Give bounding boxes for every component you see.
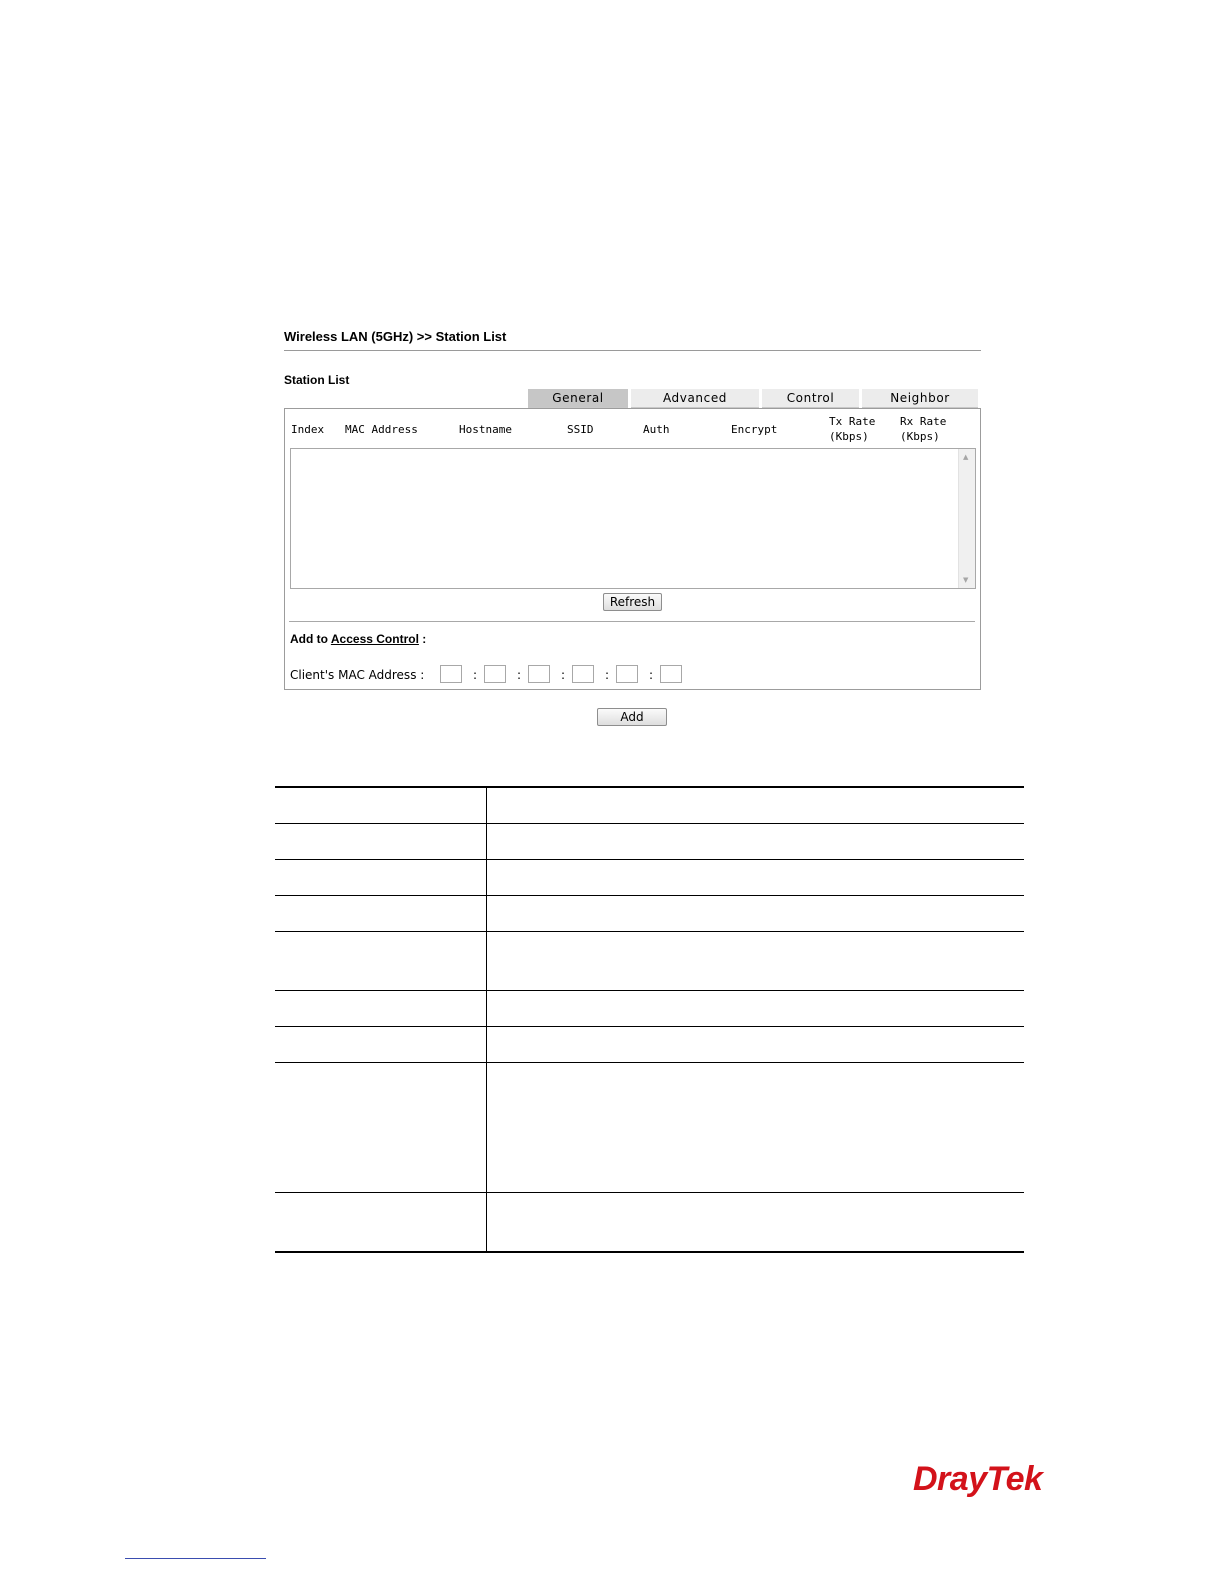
table-row <box>275 895 1024 931</box>
refresh-button[interactable]: Refresh <box>603 593 662 611</box>
column-header-encrypt: Encrypt <box>731 423 778 436</box>
table-row <box>275 859 1024 895</box>
draytek-logo: DrayTek <box>913 1460 1043 1498</box>
mac-octet-1-input[interactable] <box>440 665 462 683</box>
add-to-access-control-label <box>290 632 426 646</box>
column-header-rx-unit: (Kbps) <box>900 430 940 443</box>
column-header-tx-rate: Tx Rate <box>829 415 876 428</box>
title-divider <box>284 350 981 351</box>
column-header-index: Index <box>291 423 325 436</box>
table-row <box>275 1062 1024 1192</box>
description-table <box>275 786 1024 1253</box>
mac-octet-5-input[interactable] <box>616 665 638 683</box>
column-header-mac-address: MAC Address <box>345 423 418 436</box>
add-to-prefix: Add to <box>290 632 328 646</box>
tab-general[interactable]: General <box>528 389 628 408</box>
tab-control[interactable]: Control <box>762 389 859 408</box>
table-row <box>275 1026 1024 1062</box>
mac-separator: : <box>649 668 654 682</box>
add-button[interactable]: Add <box>597 708 667 726</box>
footer-divider <box>125 1558 266 1559</box>
mac-octet-3-input[interactable] <box>528 665 550 683</box>
panel-divider <box>289 621 975 622</box>
mac-separator: : <box>473 668 478 682</box>
table-row <box>275 787 1024 823</box>
station-listbox[interactable] <box>290 448 976 589</box>
client-mac-label: Client's MAC Address : <box>290 668 425 682</box>
tab-neighbor[interactable]: Neighbor <box>862 389 978 408</box>
column-header-tx-unit: (Kbps) <box>829 430 869 443</box>
mac-octet-6-input[interactable] <box>660 665 682 683</box>
add-to-suffix: : <box>422 632 427 646</box>
table-row <box>275 1192 1024 1252</box>
listbox-scrollbar[interactable] <box>958 449 975 588</box>
mac-octet-2-input[interactable] <box>484 665 506 683</box>
table-row <box>275 931 1024 990</box>
column-header-rx-rate: Rx Rate <box>900 415 947 428</box>
column-header-ssid: SSID <box>567 423 594 436</box>
mac-separator: : <box>561 668 566 682</box>
table-row <box>275 823 1024 859</box>
tab-advanced[interactable]: Advanced <box>631 389 759 408</box>
page-breadcrumb: Wireless LAN (5GHz) >> Station List <box>284 329 507 344</box>
mac-octet-4-input[interactable] <box>572 665 594 683</box>
scroll-down-icon[interactable]: ▼ <box>963 576 969 584</box>
mac-separator: : <box>605 668 610 682</box>
mac-separator: : <box>517 668 522 682</box>
scroll-up-icon[interactable]: ▲ <box>963 453 969 461</box>
column-header-auth: Auth <box>643 423 670 436</box>
column-header-hostname: Hostname <box>459 423 512 436</box>
access-control-link[interactable]: Access Control <box>330 632 419 646</box>
table-row <box>275 990 1024 1026</box>
station-list-title: Station List <box>284 373 350 387</box>
